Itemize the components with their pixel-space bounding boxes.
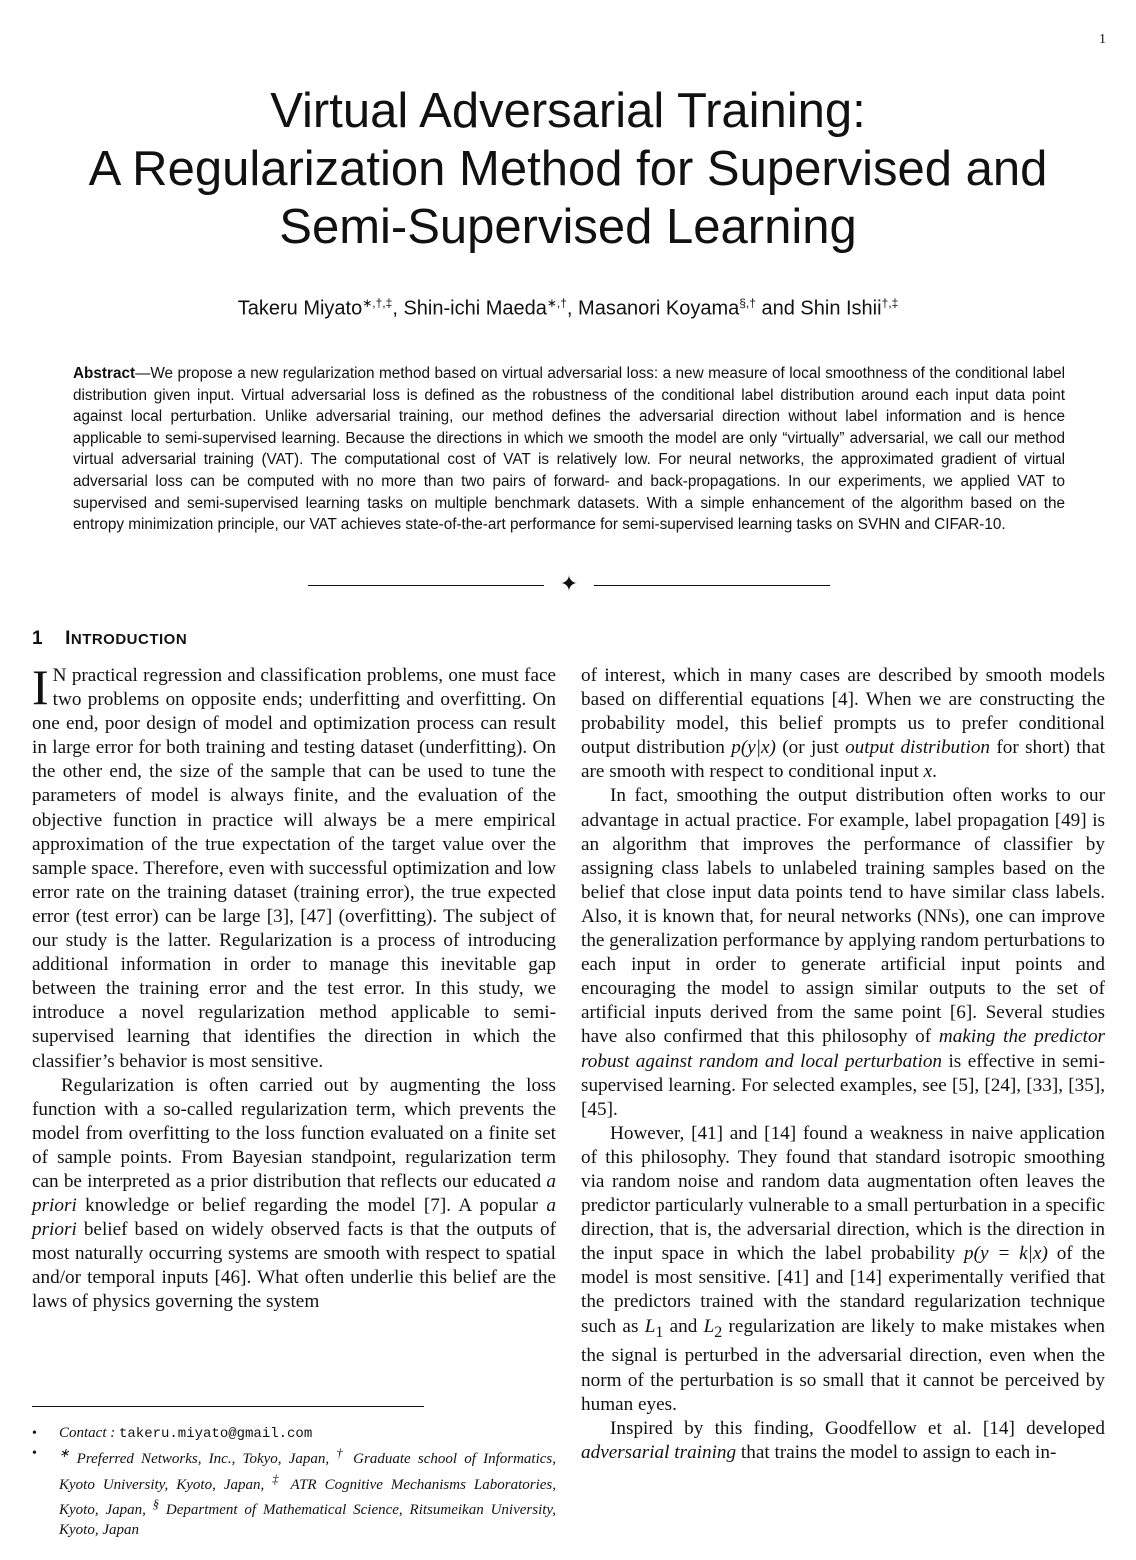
section-heading-introduction [32,628,187,650]
section-number: 1 [32,628,44,649]
math-expression: x [923,761,933,783]
paragraph [32,1074,556,1315]
affiliation-mark: ‡ [272,1471,283,1486]
footnote-contact [32,1424,556,1444]
paragraph [581,1122,1105,1417]
affiliation-text: Department of Mathematical Science, Ritsumeikan University, Kyoto, Japan [59,1502,556,1538]
affiliation-mark: § [152,1497,159,1512]
author-separator: , [566,297,579,320]
math-expression: L [703,1315,715,1337]
math-expression: L [644,1315,656,1337]
bullet-icon: • [32,1446,37,1462]
section-separator [308,572,830,598]
author-affiliation-marks: ∗,†,‡ [362,296,393,310]
affiliation-text: Graduate school of Informatics, Kyoto University, Kyoto, Japan, [59,1451,556,1493]
separator-rule-left [308,585,544,586]
author-separator: , [392,297,404,320]
page-number: 1 [1099,32,1106,47]
paragraph-text: and [663,1315,704,1337]
footnotes [32,1424,556,1540]
paragraph-text: . [932,761,937,783]
paragraph [581,664,1105,784]
title-line-1: Virtual Adversarial Training: [270,84,866,138]
left-column [32,659,556,1315]
contact-email: takeru.miyato@gmail.com [119,1426,313,1442]
paragraph-text: (or just [775,737,846,759]
separator-diamond-icon: ✦ [559,572,579,597]
author-name: Shin-ichi Maeda [403,297,547,320]
affiliation-mark: ∗ [59,1446,70,1461]
affiliation-text: Preferred Networks, Inc., Tokyo, Japan, [69,1451,337,1468]
paragraph-text: belief based on widely observed facts is that the outputs of most naturally occurring systems are smooth with respect to spatial and/or temporal inputs [46]. What often underlie this belief are the laws of physics governing the system [32,1219,556,1313]
paragraph-text: In fact, smoothing the output distribution often works to our advantage in actual practice. For example, label propagation [49] is an algorithm that improves the performance of classifier by assigning class labels to unlabeled training samples based on the belief that close input data points tend to have similar class labels. Also, it is known that, for neural networks (NNs), one can improve the generalization performance by applying random perturbations to each input in order to generate artificial input points and encouraging the model to assign similar outputs to the set of artificial inputs derived from the same point [6]. Several studies have also confirmed that this philosophy of [581,785,1105,1048]
section-title-rest: NTRODUCTION [70,631,188,648]
paragraph-text: of the model is most sensitive. [41] and [14] experimentally verified that the predictors trained with the standard regularization technique such as [581,1243,1105,1337]
paragraph [581,1417,1105,1465]
paragraph [581,784,1105,1121]
section-title-initial: I [65,628,71,649]
contact-label: Contact : [59,1425,119,1441]
footnote-affiliations [32,1444,556,1540]
abstract [73,363,1065,536]
paragraph-text: of interest, which in many cases are described by smooth models based on differential equations [4]. When we are constructing the probability model, this belief prompts us to prefer conditional output distribution [581,665,1105,759]
footnote-rule [32,1406,424,1407]
emphasis-text: adversarial training [581,1441,737,1463]
right-column [581,664,1105,1465]
paragraph-text: regularization are likely to make mistakes when the signal is perturbed in the adversarial direction, even when the norm of the perturbation is so small that it cannot be perceived by human eyes. [581,1315,1105,1415]
abstract-text: —We propose a new regularization method based on virtual adversarial loss: a new measure of local smoothness of the conditional label distribution given input. Virtual adversarial loss is defined as the robustness of the conditional label distribution around each input data point against local perturbation. Unlike adversarial training, our method defines the adversarial direction without label information and is hence applicable to semi-supervised learning. Because the directions in which we smooth the model are only “virtually” adversarial, we call our method virtual adversarial training (VAT). The computational cost of VAT is relatively low. For neural networks, the approximated gradient of virtual adversarial loss can be computed with no more than two pairs of forward- and back-propagations. In our experiments, we applied VAT to supervised and semi-supervised learning tasks on multiple benchmark datasets. With a simple enhancement of the algorithm based on the entropy minimization principle, our VAT achieves state-of-the-art performance for semi-supervised learning tasks on SVHN and CIFAR-10. [73,365,1065,534]
paragraph-text: is effective in semi-supervised learning. For selected examples, see [5], [24], [33], [35], [45]. [581,1050,1105,1120]
author-name: Masanori Koyama [578,297,740,320]
drop-cap: I [32,659,49,715]
title-line-3: Semi-Supervised Learning [279,200,857,254]
emphasis-text: making the predictor robust against random and local perturbation [581,1026,1106,1072]
author-affiliation-marks: §,† [739,296,756,310]
affiliation-text: ATR Cognitive Mechanisms Laboratories, Kyoto, Japan, [59,1476,557,1519]
author-name: Takeru Miyato [237,297,363,320]
paragraph-text: However, [41] and [14] found a weakness in naive application of this philosophy. They found that standard isotropic smoothing via random noise and random data augmentation often leaves the predictor particularly vulnerable to a small perturbation in a specific direction, that is, the adversarial direction, which is the direction in the input space in which the label probability [581,1122,1105,1265]
author-separator: and [755,297,801,320]
separator-rule-right [594,585,830,586]
paragraph-text: for short) that are smooth with respect to conditional input [581,737,1105,783]
emphasis-text: output distribution [845,737,991,759]
author-affiliation-marks: ∗,† [546,296,567,310]
math-expression: p(y|x) [731,737,776,759]
author-name: Shin Ishii [800,297,882,320]
abstract-label: Abstract [73,365,136,382]
emphasis-text: a priori [32,1195,556,1241]
paragraph-text: Inspired by this finding, Goodfellow et al. [14] developed [610,1417,1105,1439]
paper-title [0,82,1136,256]
paragraph [32,659,556,1074]
author-affiliation-marks: †,‡ [881,296,899,310]
math-subscript: 2 [714,1323,723,1341]
paragraph-text: that trains the model to assign to each in- [736,1441,1057,1463]
emphasis-text: a priori [32,1170,556,1217]
affiliation-mark: † [336,1446,346,1461]
author-list [0,296,1136,321]
paragraph-text: Regularization is often carried out by augmenting the loss function with a so-called regularization term, which prevents the model from overfitting to the loss function evaluated on a finite set of sample points. From Bayesian standpoint, regularization term can be interpreted as a prior distribution that reflects our educated [32,1074,556,1192]
paragraph-text: N practical regression and classification problems, one must face two problems on opposite ends; underfitting and overfitting. On one end, poor design of model and optimization process can result in large error for both training and testing dataset (underfitting). On the other end, the size of the sample that can be used to tune the parameters of model is always finite, and the evaluation of the objective function in practice will always be a mere empirical approximation of the true expectation of the target value over the sample space. Therefore, even with successful optimization and low error rate on the training dataset (training error), the true expected error (test error) can be large [3], [47] (overfitting). The subject of our study is the latter. Regularization is a process of introducing additional information in order to manage this inevitable gap between the training error and the test error. In this study, we introduce a novel regularization method applicable to semi-supervised learning that identifies the direction in which the classifier’s behavior is most sensitive. [32,665,556,1072]
math-subscript: 1 [655,1323,664,1341]
title-line-2: A Regularization Method for Supervised and [88,142,1048,196]
paragraph-text: knowledge or belief regarding the model [7]. A popular [76,1195,547,1217]
bullet-icon: • [32,1426,37,1441]
math-expression: p(y = k|x) [964,1243,1048,1265]
